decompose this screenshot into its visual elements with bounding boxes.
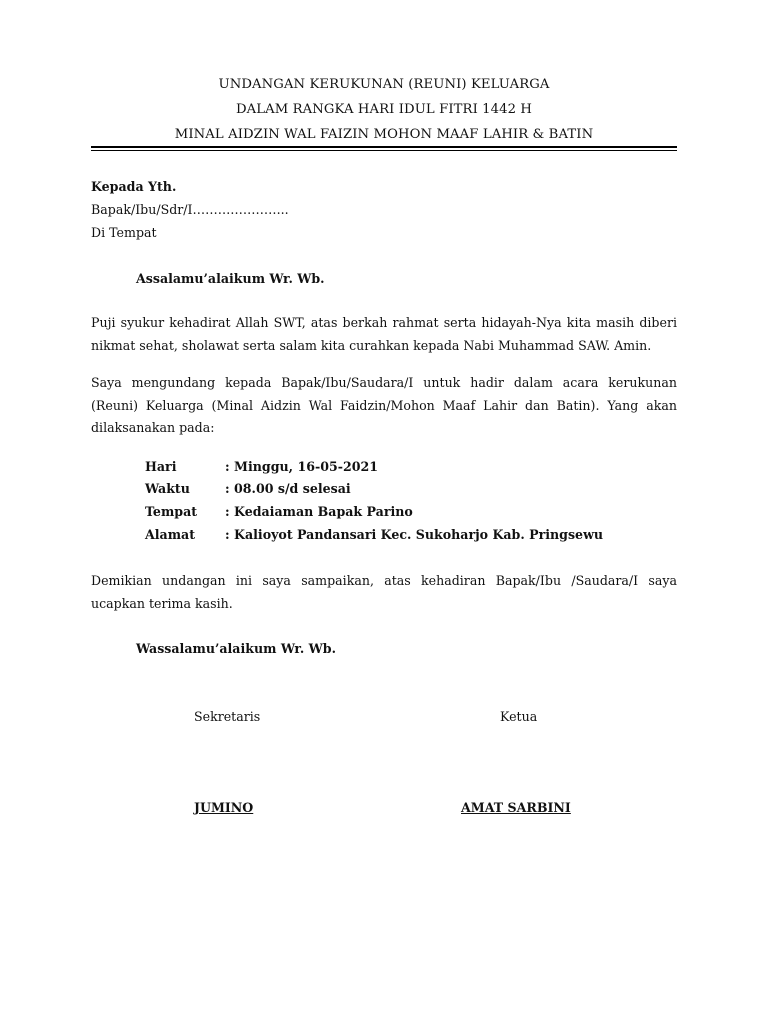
signature-name-secretary: JUMINO — [194, 800, 254, 815]
header-rule-thin — [91, 150, 677, 151]
greeting: Assalamu’alaikum Wr. Wb. — [136, 271, 325, 286]
recipient-place: Di Tempat — [91, 225, 157, 240]
title-line-1: UNDANGAN KERUKUNAN (REUNI) KELUARGA — [218, 77, 550, 92]
recipient-name-line: Bapak/Ibu/Sdr/I………………….. — [91, 202, 289, 217]
detail-label-place: Tempat — [145, 504, 198, 519]
paragraph-opening: Puji syukur kehadirat Allah SWT, atas berkah rahmat serta hidayah-Nya kita masih diberi nikmat sehat, sholawat serta salam kita curahkan kepada Nabi Muhammad SAW. Amin. — [91, 315, 677, 353]
title-line-2: DALAM RANGKA HARI IDUL FITRI 1442 H — [235, 102, 533, 117]
paragraph-invitation: Saya mengundang kepada Bapak/Ibu/Saudara/I untuk hadir dalam acara kerukunan (Reuni) Keluarga (Minal Aidzin Wal Faidzin/Mohon Maaf Lahir dan Batin). Yang akan dilaksanakan pada: — [91, 375, 677, 435]
detail-label-day: Hari — [145, 459, 177, 474]
detail-value-day: : Minggu, 16-05-2021 — [225, 459, 379, 474]
signature-role-secretary: Sekretaris — [194, 709, 261, 724]
detail-label-time: Waktu — [145, 481, 190, 496]
header-rule-thick — [91, 146, 677, 148]
detail-label-address: Alamat — [145, 527, 196, 542]
detail-value-address: : Kalioyot Pandansari Kec. Sukoharjo Kab. Pringsewu — [225, 527, 604, 542]
detail-value-time: : 08.00 s/d selesai — [225, 481, 351, 496]
signature-name-chairman: AMAT SARBINI — [461, 800, 571, 815]
signature-role-chairman: Ketua — [500, 709, 538, 724]
detail-value-place: : Kedaiaman Bapak Parino — [225, 504, 413, 519]
farewell: Wassalamu’alaikum Wr. Wb. — [136, 641, 336, 656]
recipient-salutation: Kepada Yth. — [91, 179, 177, 194]
title-line-3: MINAL AIDZIN WAL FAIZIN MOHON MAAF LAHIR & BATIN — [174, 127, 594, 142]
paragraph-closing: Demikian undangan ini saya sampaikan, atas kehadiran Bapak/Ibu /Saudara/I saya ucapkan terima kasih. — [91, 573, 677, 611]
